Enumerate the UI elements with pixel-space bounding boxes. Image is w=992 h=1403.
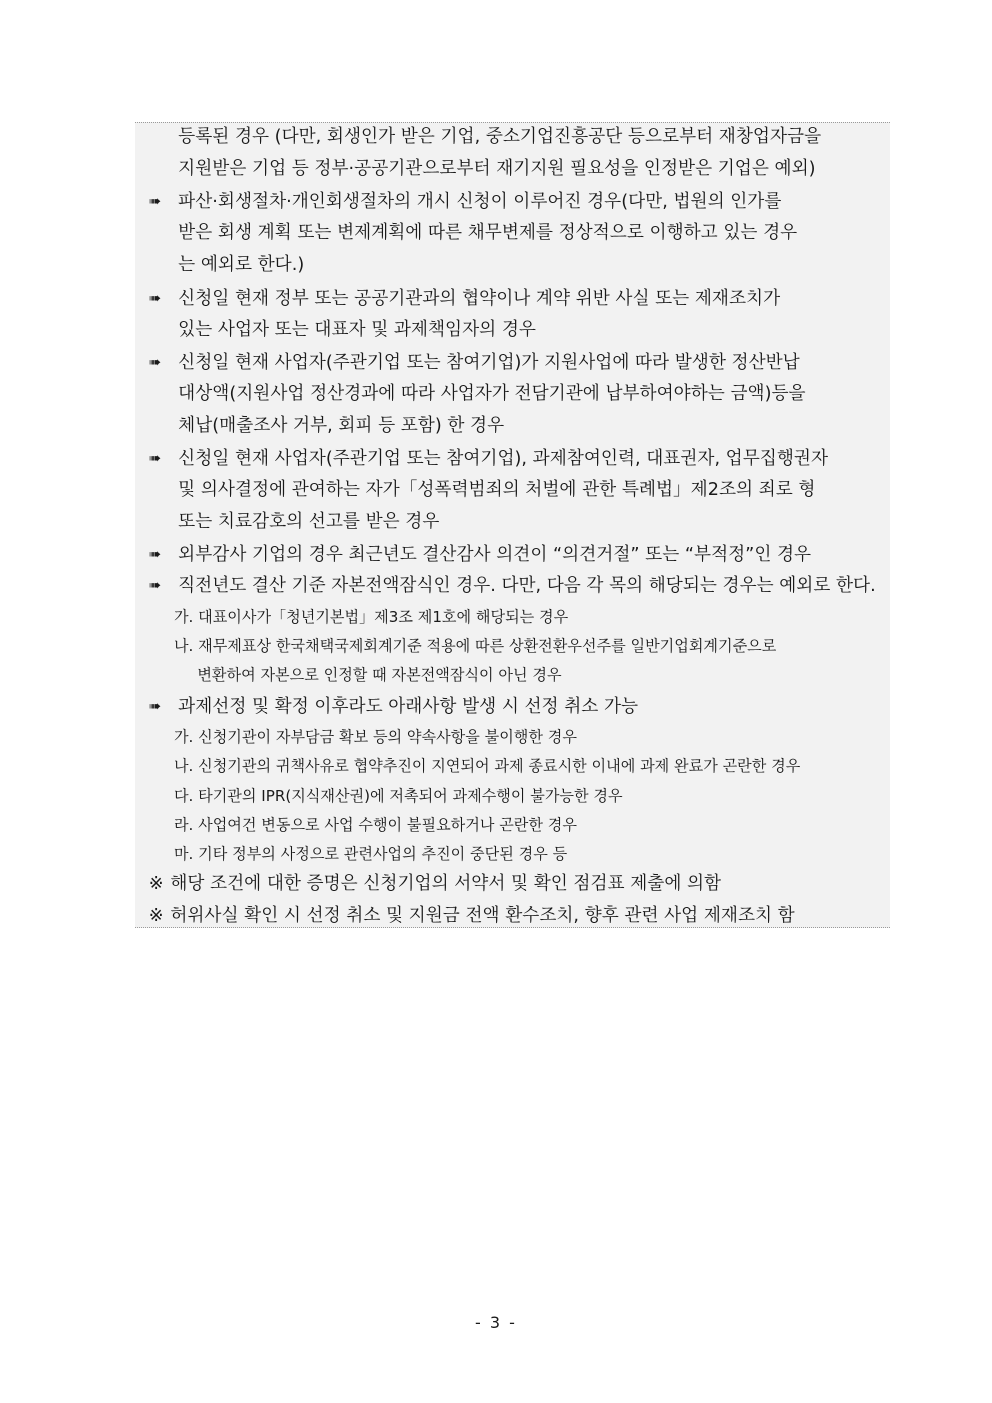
- sub-item: [135, 785, 870, 807]
- line-text: 변환하여 자본으로 인정할 때 자본전액잠식이 아닌 경우: [197, 666, 562, 684]
- sub-item: [135, 843, 870, 865]
- line-text: 신청일 현재 정부 또는 공공기관과의 협약이나 계약 위반 사실 또는 제재조치가: [178, 288, 781, 309]
- line-text: 외부감사 기업의 경우 최근년도 결산감사 의견이 “의견거절” 또는 “부적정”인 경우: [178, 544, 812, 565]
- arrow-bullet-icon: ➠: [148, 576, 162, 594]
- line-text: 과제선정 및 확정 이후라도 아래사항 발생 시 선정 취소 가능: [178, 696, 639, 717]
- line-text: 다. 타기관의 IPR(지식재산권)에 저촉되어 과제수행이 불가능한 경우: [173, 787, 623, 805]
- text-line: [135, 254, 876, 276]
- line-text: 대상액(지원사업 정산경과에 따라 사업자가 전담기관에 납부하여야하는 금액)등을: [178, 383, 806, 404]
- line-text: 지원받은 기업 등 정부·공공기관으로부터 재기지원 필요성을 인정받은 기업은 예외): [178, 158, 816, 179]
- arrow-bullet-icon: ➠: [148, 545, 162, 563]
- sub-item: [135, 755, 870, 777]
- line-text: 가. 신청기관이 자부담금 확보 등의 약속사항을 불이행한 경우: [173, 728, 577, 746]
- arrow-bullet-icon: ➠: [148, 449, 162, 467]
- page-number: - 3 -: [475, 1313, 517, 1332]
- reference-mark-icon: ※: [148, 873, 164, 894]
- line-text: 받은 회생 계획 또는 변제계획에 따른 채무변제를 정상적으로 이행하고 있는 경우: [178, 222, 798, 243]
- line-text: 신청일 현재 사업자(주관기업 또는 참여기업)가 지원사업에 따라 발생한 정산반납: [178, 352, 800, 373]
- arrow-bullet-icon: ➠: [148, 353, 162, 371]
- reference-mark-icon: ※: [148, 905, 164, 926]
- sub-item: [135, 635, 870, 657]
- line-text: 나. 재무제표상 한국채택국제회계기준 적용에 따른 상환전환우선주를 일반기업회계기준으로: [173, 637, 777, 655]
- line-text: 허위사실 확인 시 선정 취소 및 지원금 전액 환수조치, 향후 관련 사업 제재조치 함: [170, 905, 795, 926]
- line-text: 신청일 현재 사업자(주관기업 또는 참여기업), 과제참여인력, 대표권자, 업무집행권자: [178, 448, 829, 469]
- note-item: [135, 905, 876, 927]
- line-text: 및 의사결정에 관여하는 자가「성폭력범죄의 처벌에 관한 특례법」제2조의 죄로 형: [178, 479, 816, 500]
- sub-item: [135, 726, 870, 748]
- bullet-item: [135, 447, 876, 470]
- sub-item: [135, 606, 870, 628]
- line-text: 는 예외로 한다.): [178, 254, 305, 275]
- bullet-item: [135, 543, 876, 566]
- bullet-item: [135, 695, 876, 718]
- text-line: [135, 479, 876, 501]
- text-line: [135, 383, 876, 405]
- line-text: 있는 사업자 또는 대표자 및 과제책임자의 경우: [178, 319, 536, 340]
- text-line: [135, 319, 876, 341]
- line-text: 직전년도 결산 기준 자본전액잠식인 경우. 다만, 다음 각 목의 해당되는 경우는 예외로 한다.: [178, 575, 876, 596]
- bullet-item: [135, 287, 876, 310]
- note-item: [135, 873, 876, 895]
- line-text: 가. 대표이사가「청년기본법」제3조 제1호에 해당되는 경우: [173, 608, 569, 626]
- sub-item: [135, 814, 870, 836]
- sub-item: [135, 664, 870, 686]
- bullet-item: [135, 190, 876, 213]
- text-line: [135, 158, 876, 180]
- arrow-bullet-icon: ➠: [148, 192, 162, 210]
- line-text: 체납(매출조사 거부, 회피 등 포함) 한 경우: [178, 415, 505, 436]
- line-text: 파산·회생절차·개인회생절차의 개시 신청이 이루어진 경우(다만, 법원의 인가를: [178, 191, 782, 212]
- notice-box: [135, 122, 890, 928]
- text-line: [135, 126, 876, 148]
- text-line: [135, 222, 876, 244]
- text-line: [135, 511, 876, 533]
- bullet-item: [135, 574, 875, 597]
- arrow-bullet-icon: ➠: [148, 697, 162, 715]
- line-text: 또는 치료감호의 선고를 받은 경우: [178, 511, 440, 532]
- text-line: [135, 415, 876, 437]
- arrow-bullet-icon: ➠: [148, 289, 162, 307]
- line-text: 마. 기타 정부의 사정으로 관련사업의 추진이 중단된 경우 등: [173, 845, 568, 863]
- bullet-item: [135, 351, 876, 374]
- line-text: 해당 조건에 대한 증명은 신청기업의 서약서 및 확인 점검표 제출에 의함: [170, 873, 722, 894]
- line-text: 등록된 경우 (다만, 회생인가 받은 기업, 중소기업진흥공단 등으로부터 재창업자금을: [178, 126, 822, 147]
- line-text: 라. 사업여건 변동으로 사업 수행이 불필요하거나 곤란한 경우: [173, 816, 577, 834]
- line-text: 나. 신청기관의 귀책사유로 협약추진이 지연되어 과제 종료시한 이내에 과제 완료가 곤란한 경우: [173, 757, 801, 775]
